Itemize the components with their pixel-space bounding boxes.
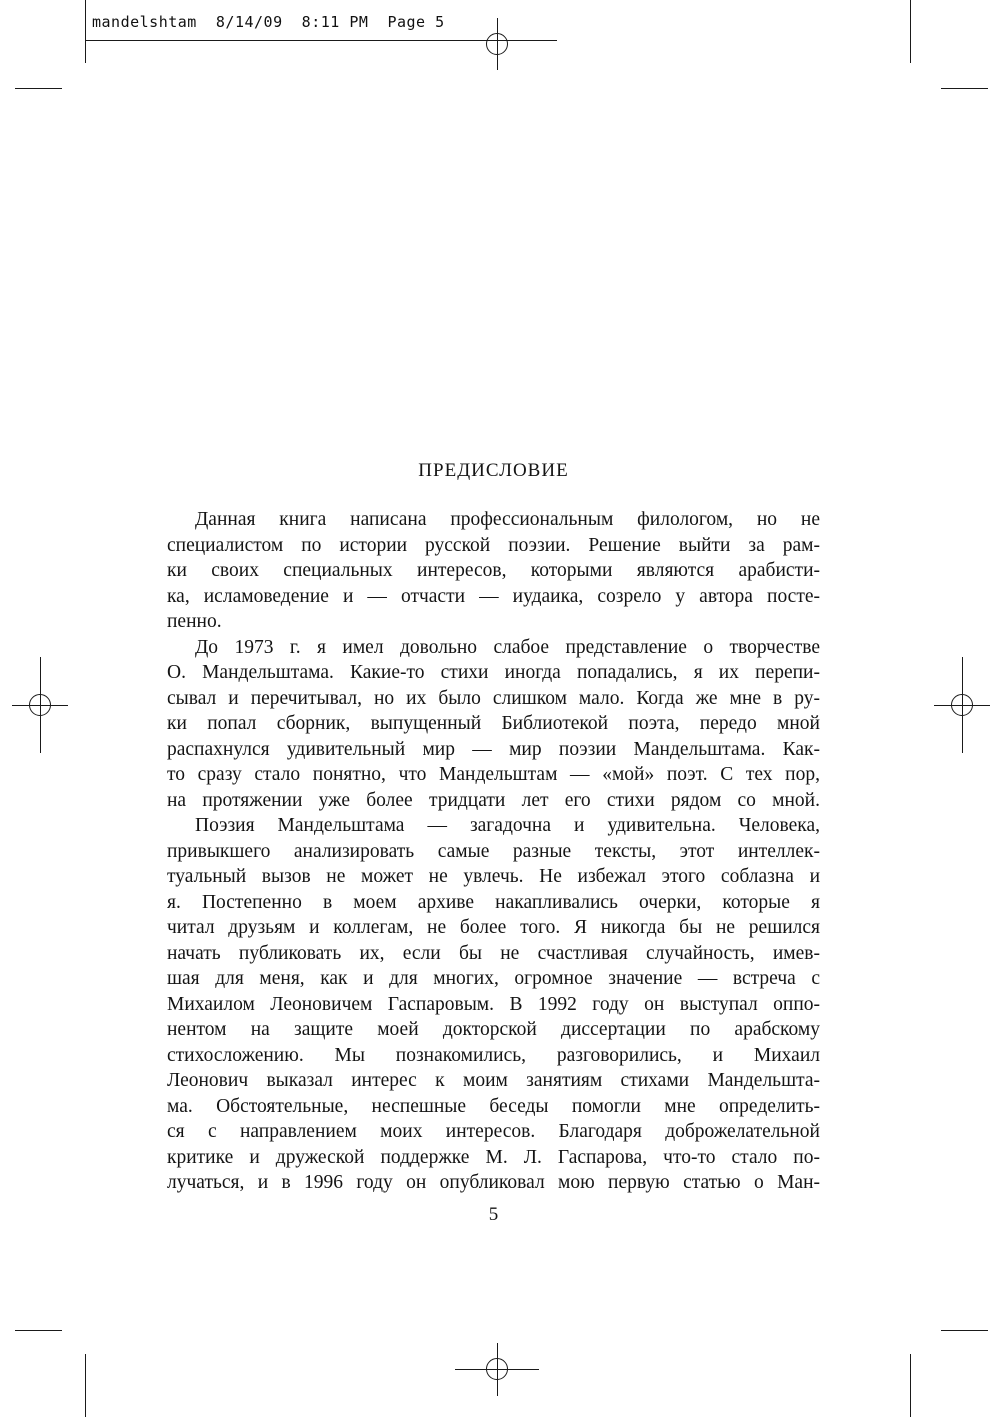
crop-mark-bottom-left-vertical: [85, 1354, 86, 1417]
crop-mark-bottom-right-vertical: [910, 1354, 911, 1417]
text-line: на протяжении уже более тридцати лет его стихи рядом со мной.: [167, 789, 820, 811]
text-line: сывал и перечитывал, но их было слишком мало. Когда же мне в ру-: [167, 687, 820, 709]
crop-mark-top-left-horizontal: [15, 88, 62, 89]
paragraph: [167, 507, 820, 635]
registration-crosshair-icon: [497, 18, 498, 70]
text-line: До 1973 г. я имел довольно слабое представление о творчестве: [195, 636, 820, 658]
text-line: нентом на защите моей докторской диссертации по арабскому: [167, 1019, 820, 1040]
text-line: начать публиковать их, если бы не счастливая случайность, имев-: [167, 942, 820, 964]
text-line: то сразу стало понятно, что Мандельштам — «мой» поэт. С тех пор,: [167, 764, 820, 785]
text-line: я. Постепенно в моем архиве накапливались очерки, которые я: [167, 891, 820, 913]
text-line: Поэзия Мандельштама — загадочна и удивительна. Человека,: [195, 815, 820, 836]
crop-mark-top-right-vertical: [910, 0, 911, 63]
text-line: Леонович выказал интерес к моим занятиям стихами Мандельшта-: [167, 1070, 820, 1091]
text-line: читал друзьям и коллегам, не более того. Я никогда бы не решился: [167, 917, 820, 938]
text-line: стихосложению. Мы познакомились, разговорились, и Михаил: [167, 1044, 820, 1066]
text-line: О. Мандельштама. Какие-то стихи иногда попадались, я их перепи-: [167, 662, 820, 683]
crop-mark-bottom-left-horizontal: [15, 1330, 62, 1331]
text-line: распахнулся удивительный мир — мир поэзии Мандельштама. Как-: [167, 738, 820, 760]
crop-mark-bottom-right-horizontal: [941, 1330, 988, 1331]
crop-mark-top-left-vertical: [85, 0, 86, 63]
text-line: Михаилом Леоновичем Гаспаровым. В 1992 году он выступал оппо-: [167, 993, 820, 1015]
text-line: ка, исламоведение и — отчасти — иудаика, созрело у автора посте-: [167, 585, 820, 607]
text-line: привыкшего анализировать самые разные тексты, этот интеллек-: [167, 840, 820, 862]
text-line: специалистом по истории русской поэзии. Решение выйти за рам-: [167, 534, 820, 556]
paragraph: [167, 635, 820, 814]
crop-mark-top-right-horizontal: [941, 88, 988, 89]
slug-line: mandelshtam 8/14/09 8:11 PM Page 5: [92, 13, 445, 31]
text-line: ки попал сборник, выпущенный Библиотекой поэта, передо мной: [167, 713, 820, 734]
text-line: ся с направлением моих интересов. Благодаря доброжелательной: [167, 1121, 820, 1142]
text-line: туальный вызов не может не увлечь. Не избежал этого соблазна и: [167, 866, 820, 887]
text-line: лучаться, и в 1996 году он опубликовал мою первую статью о Ман-: [167, 1172, 820, 1193]
registration-crosshair-icon: [40, 657, 41, 753]
page-number: 5: [488, 1204, 499, 1225]
paragraph: [167, 813, 820, 1196]
page-title: ПРЕДИСЛОВИЕ: [418, 460, 569, 481]
registration-crosshair-icon: [962, 657, 963, 753]
text-line: критике и дружеской поддержке М. Л. Гаспарова, что-то стало по-: [167, 1146, 820, 1168]
registration-crosshair-icon: [497, 1343, 498, 1396]
text-line: пенно.: [167, 611, 222, 632]
text-line: ма. Обстоятельные, неспешные беседы помогли мне определить-: [167, 1095, 820, 1117]
text-line: Данная книга написана профессиональным филологом, но не: [195, 509, 820, 530]
text-line: ки своих специальных интересов, которыми являются арабисти-: [167, 560, 820, 581]
text-line: шая для меня, как и для многих, огромное значение — встреча с: [167, 968, 820, 989]
body-text: [167, 507, 820, 1196]
